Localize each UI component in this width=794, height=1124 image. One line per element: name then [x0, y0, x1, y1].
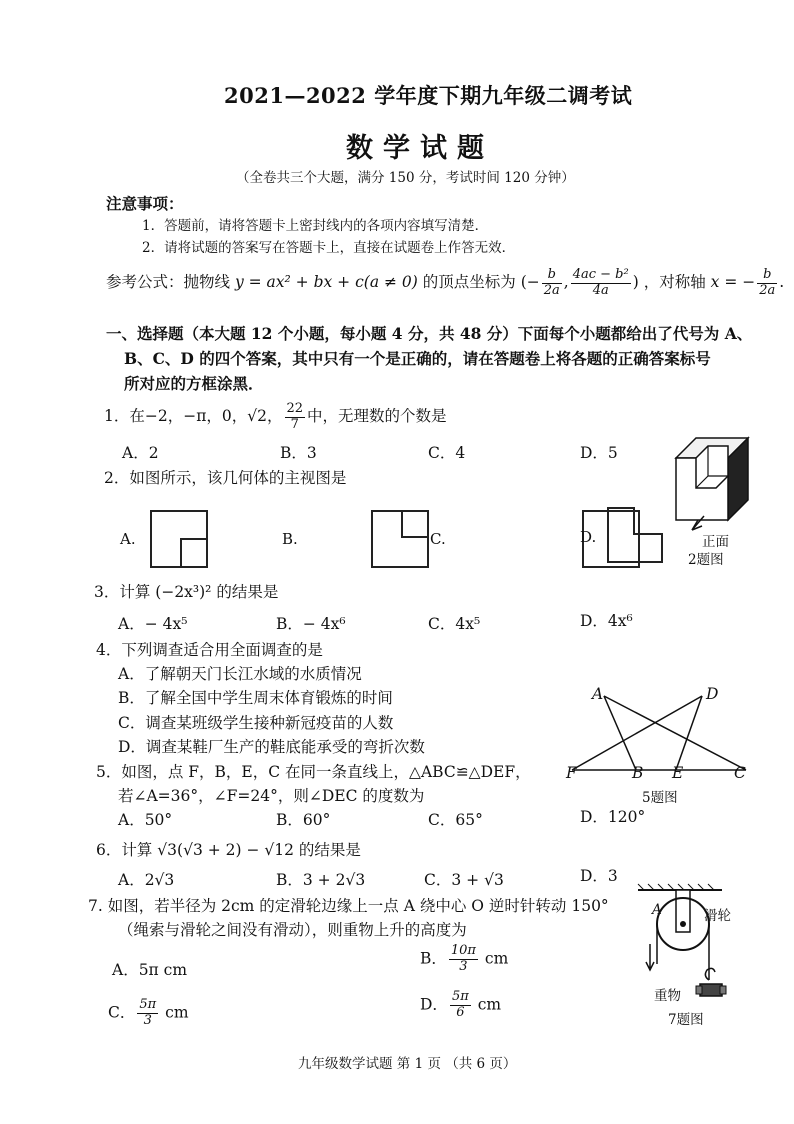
vertex-y-num: 4ac − b² [572, 266, 629, 282]
q5-point-b: B [632, 764, 644, 782]
q7-weight-label: 重物 [654, 988, 681, 1004]
q5-point-f: F [566, 764, 577, 782]
q7-point-a: A [652, 902, 662, 918]
q4-stem: 4．下列调查适合用全面调查的是 [96, 641, 323, 659]
q6-stem: 6．计算 √3(√3 + 2) − √12 的结果是 [96, 841, 361, 859]
q2-view-d [606, 506, 666, 566]
q6-option-c: C．3 + √3 [424, 871, 504, 889]
reference-formula: 参考公式：抛物线 y = ax² + bx + c(a ≠ 0) 的顶点坐标为 (− $\frac{b}{2a}$ , $\frac{\text{4ac − b²}}{4a}$ ) ，对称轴 x = − $\frac{b}{2a}$ . [106, 266, 785, 298]
axis-num: b [757, 268, 777, 284]
q6-option-b: B．3 + 2√3 [276, 871, 366, 889]
q4-option-d: D．调查某鞋厂生产的鞋底能承受的弯折次数 [118, 738, 425, 756]
q2-label-a: A. [120, 530, 136, 548]
q7-option-c: C． $\frac{5\pi}{3}$ cm [108, 997, 189, 1028]
q5-option-b: B．60° [276, 811, 331, 829]
q5-stem-1: 5．如图，点 F，B，E，C 在同一条直线上，△ABC≌△DEF， [96, 763, 531, 781]
formula-lead: 参考公式：抛物线 [106, 273, 231, 291]
q2-figure-caption: 2题图 [688, 552, 724, 568]
formula-equation: y = ax² + bx + c(a ≠ 0) [234, 273, 418, 291]
q7-pulley-label: 滑轮 [704, 908, 731, 924]
vertex-x-num: b [542, 268, 562, 284]
q2-stem: 2．如图所示，该几何体的主视图是 [104, 469, 347, 487]
q1-option-a: A．2 [122, 444, 159, 462]
q1-frac-num: 22 [286, 400, 304, 416]
formula-mid: 的顶点坐标为 [422, 273, 516, 291]
q5-option-a: A．50° [118, 811, 173, 829]
q5-point-e: E [672, 764, 684, 782]
q5-option-c: C．65° [428, 811, 483, 829]
q7-option-a: A．5π cm [112, 961, 188, 979]
q2-label-d: D. [580, 528, 597, 546]
q7-stem-1: 7. 如图，若半径为 2cm 的定滑轮边缘上一点 A 绕中心 O 逆时针转动 150° [88, 897, 609, 915]
q2-label-b: B. [282, 530, 298, 548]
q5-figure-caption: 5题图 [642, 790, 678, 806]
q4-option-b: B．了解全国中学生周末体育锻炼的时间 [118, 689, 393, 707]
exam-note: （全卷共三个大题，满分 150 分，考试时间 120 分钟） [236, 170, 575, 186]
section-1-line-2: B、C、D 的四个答案，其中只有一个是正确的，请在答题卷上将各题的正确答案标号 [124, 349, 711, 368]
exam-title: 2021—2022 学年度下期九年级二调考试 [224, 83, 633, 108]
q2-front-label: 正面 [702, 534, 729, 550]
q3-option-b: B．− 4x⁶ [276, 615, 346, 633]
q1-stem: 1．在−2，−π，0，√2， $\frac{22}{7}$ 中，无理数的个数是 [104, 400, 447, 432]
notice-item-1: 1．答题前，请将答题卡上密封线内的各项内容填写清楚． [142, 218, 489, 234]
q4-option-a: A．了解朝天门长江水域的水质情况 [118, 665, 362, 683]
q5-point-c: C [734, 764, 746, 782]
section-1-line-1: 一、选择题（本大题 12 个小题，每小题 4 分，共 48 分）下面每个小题都给出了代号为 A、 [106, 324, 753, 343]
q5-point-d: D [706, 685, 719, 703]
q2-view-b [371, 510, 429, 568]
vertex-y-den: 4a [592, 282, 609, 298]
q1-option-c: C．4 [428, 444, 466, 462]
subject-title: 数学试题 [346, 133, 494, 164]
notice-heading: 注意事项： [106, 194, 184, 213]
axis-den: 2a [759, 282, 776, 298]
q1-frac-den: 7 [290, 416, 299, 432]
q3-option-c: C．4x⁵ [428, 615, 481, 633]
q6-option-d: D．3 [580, 867, 618, 885]
q2-view-a [150, 510, 208, 568]
q7-option-d: D． $\frac{5\pi}{6}$ cm [420, 989, 502, 1020]
page-footer: 九年级数学试题 第 1 页 （共 6 页） [298, 1056, 517, 1072]
q5-stem-2: 若∠A=36°，∠F=24°，则∠DEC 的度数为 [118, 787, 425, 805]
q3-stem: 3．计算 (−2x³)² 的结果是 [94, 583, 279, 601]
formula-axis-eq: x = − [710, 273, 756, 291]
q7-figure-caption: 7题图 [668, 1012, 704, 1028]
q7-stem-2: （绳索与滑轮之间没有滑动），则重物上升的高度为 [118, 921, 467, 939]
q6-option-a: A．2√3 [118, 871, 175, 889]
q7-option-b: B． $\frac{10\pi}{3}$ cm [420, 943, 509, 974]
section-1-line-3: 所对应的方框涂黑． [124, 374, 264, 393]
q1-option-b: B．3 [280, 444, 317, 462]
notice-item-2: 2．请将试题的答案写在答题卡上，直接在试题卷上作答无效． [142, 240, 516, 256]
q4-option-c: C．调查某班级学生接种新冠疫苗的人数 [118, 714, 394, 732]
q5-triangle-figure [560, 680, 760, 800]
q1-option-d: D．5 [580, 444, 618, 462]
formula-axis-label: ，对称轴 [643, 273, 706, 291]
q5-point-a: A [592, 685, 604, 703]
vertex-x-den: 2a [543, 282, 560, 298]
q3-option-a: A．− 4x⁵ [118, 615, 188, 633]
q3-option-d: D．4x⁶ [580, 612, 633, 630]
q5-option-d: D．120° [580, 808, 646, 826]
q2-label-c: C. [430, 530, 446, 548]
